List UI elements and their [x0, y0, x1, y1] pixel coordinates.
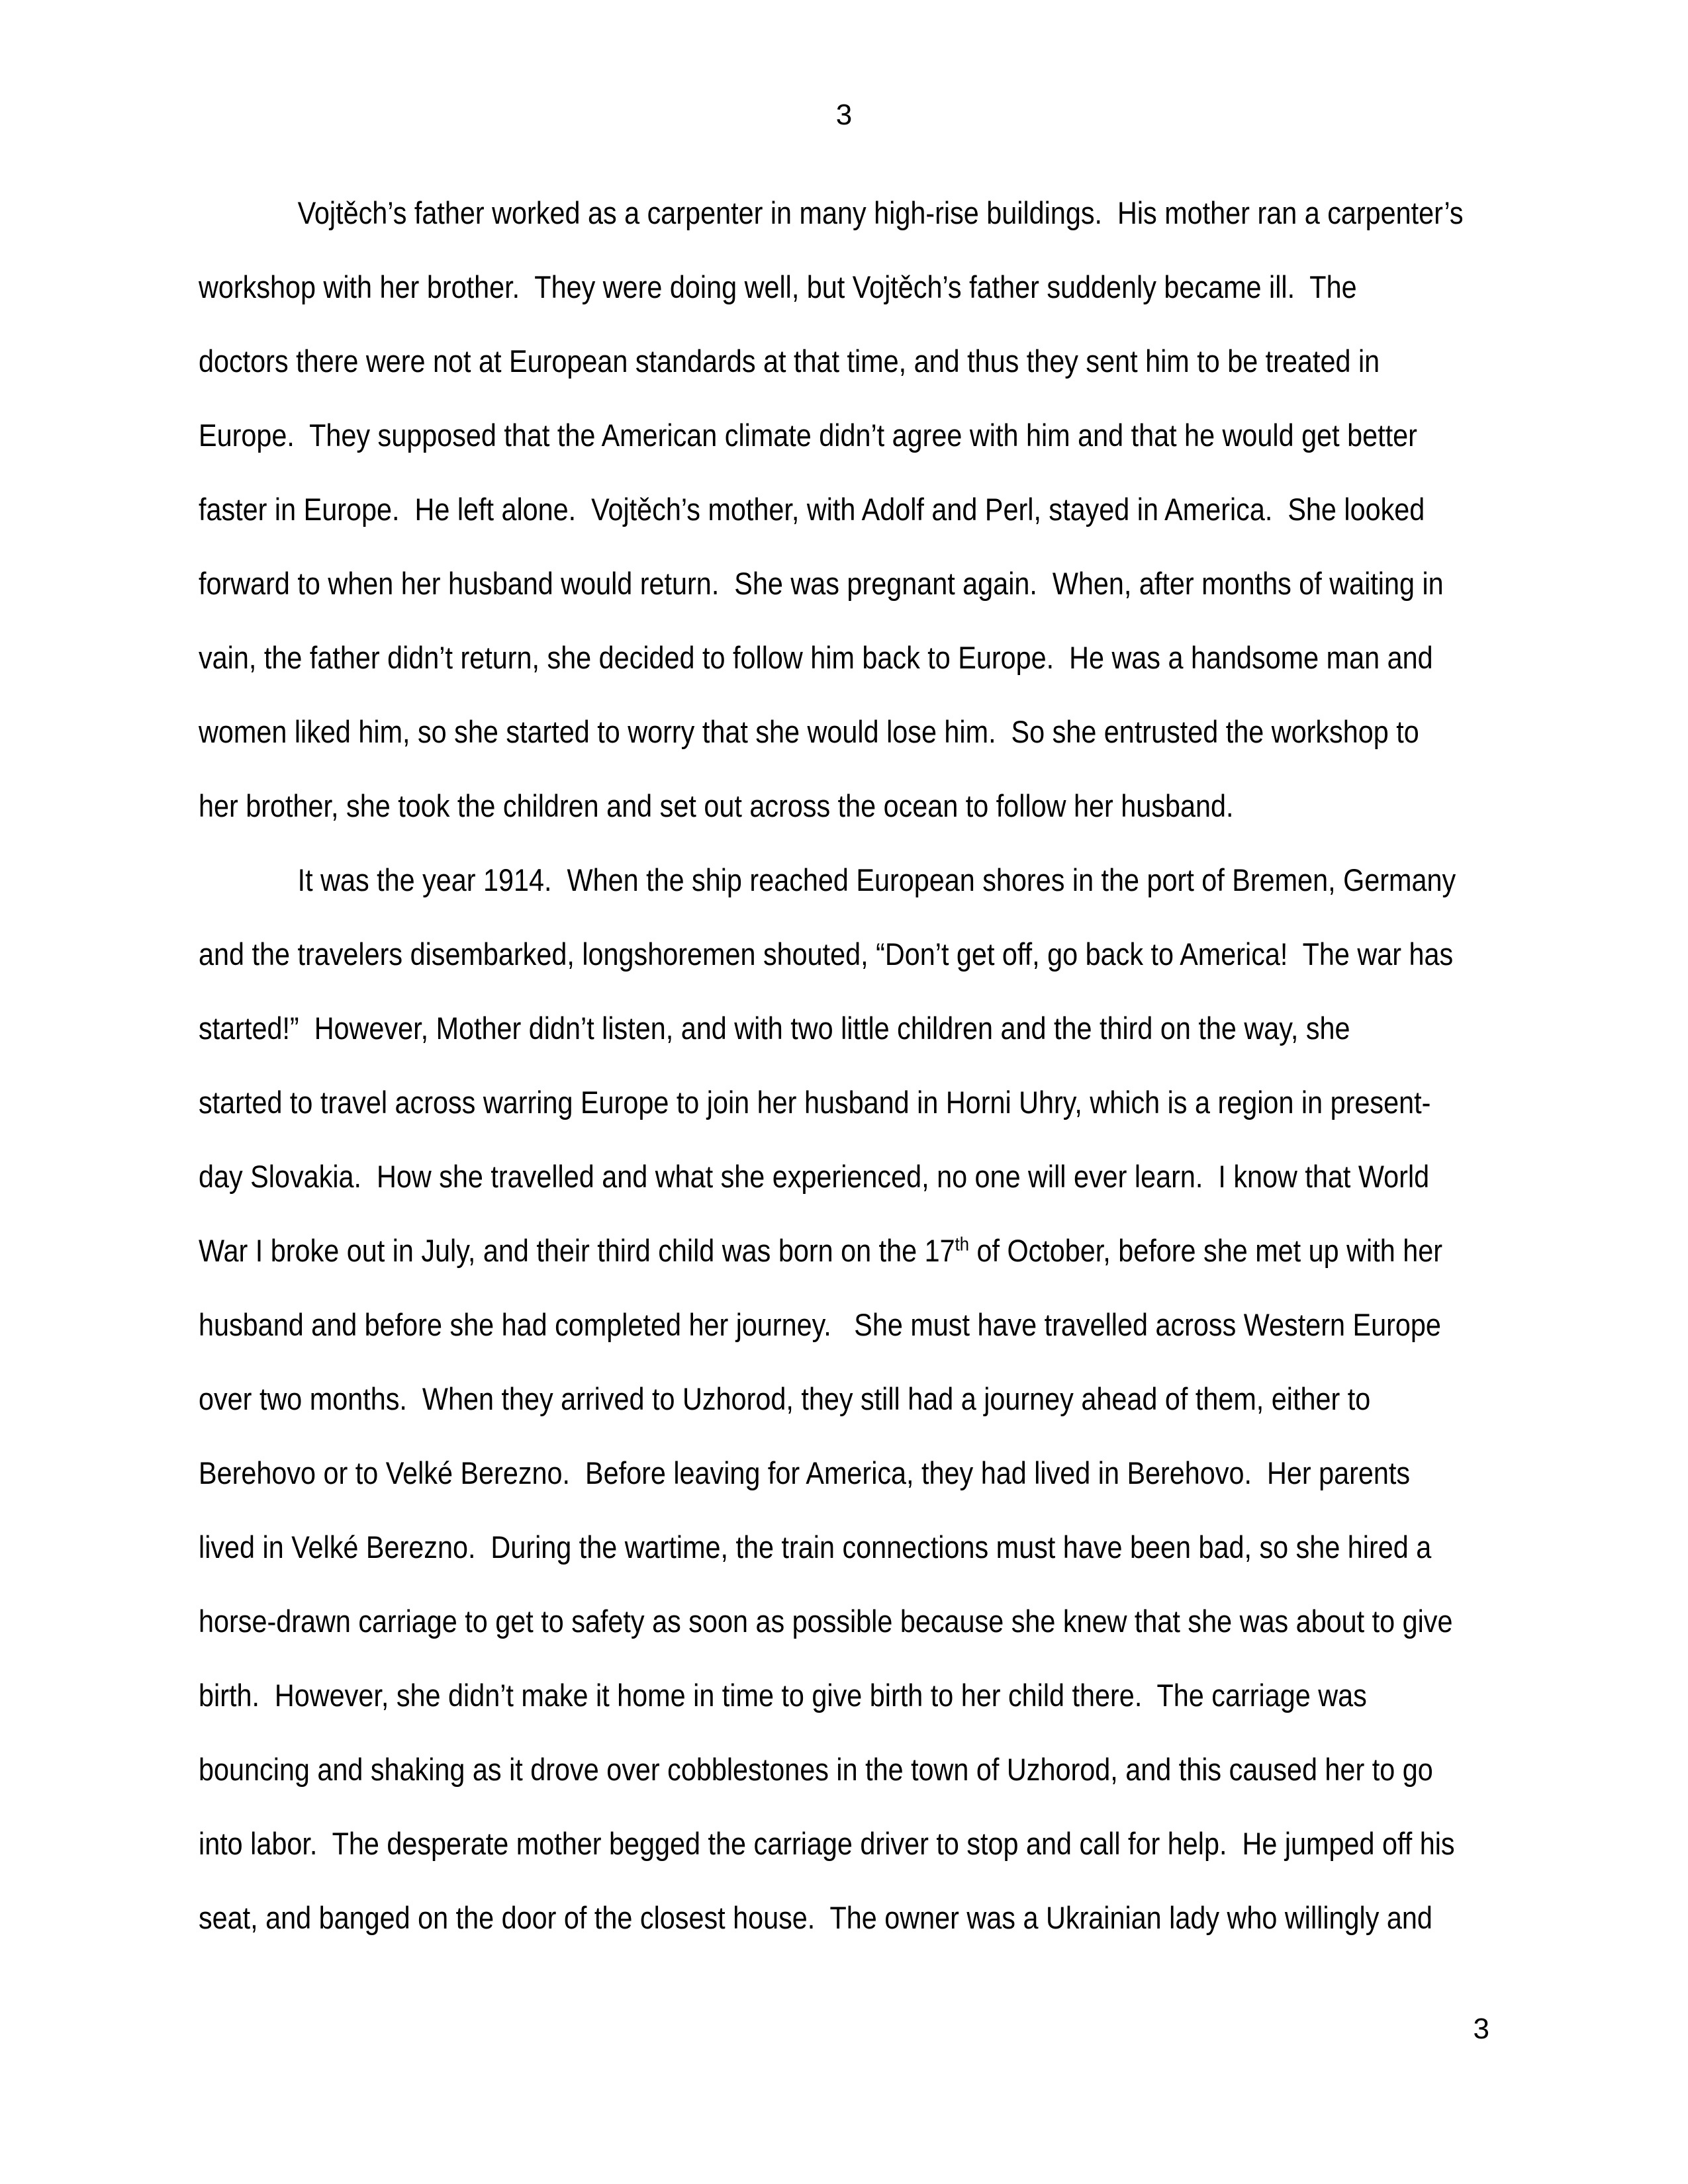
text-line-p2-7: husband and before she had completed her journey. She must have travelled across Western Europe [199, 1307, 1441, 1342]
text-line-p1-7: vain, the father didn’t return, she decided to follow him back to Europe. He was a handsome man and [199, 640, 1433, 675]
text-line-p1-2: workshop with her brother. They were doing well, but Vojtěch’s father suddenly became ill. The [199, 269, 1357, 304]
text-line-p2-1: It was the year 1914. When the ship reached European shores in the port of Bremen, Germany [297, 862, 1456, 897]
text-line-p1-5: faster in Europe. He left alone. Vojtěch’s mother, with Adolf and Perl, stayed in America. She looked [199, 492, 1425, 527]
text-line-p2-3: started!” However, Mother didn’t listen, and with two little children and the third on the way, she [199, 1011, 1350, 1046]
text-line-p2-14: into labor. The desperate mother begged the carriage driver to stop and call for help. He jumped off his [199, 1826, 1455, 1861]
text-line-p2-13: bouncing and shaking as it drove over cobblestones in the town of Uzhorod, and this caused her to go [199, 1752, 1433, 1787]
text-line-p2-2: and the travelers disembarked, longshoremen shouted, “Don’t get off, go back to America! The war has [199, 936, 1454, 972]
page-number-header: 3 [835, 99, 853, 131]
text-line-p1-4: Europe. They supposed that the American climate didn’t agree with him and that he would get better [199, 418, 1417, 453]
text-line-p2-11: horse-drawn carriage to get to safety as soon as possible because she knew that she was about to give [199, 1604, 1453, 1639]
text-line-p1-3: doctors there were not at European standards at that time, and thus they sent him to be treated in [199, 343, 1380, 379]
text-line-p2-8: over two months. When they arrived to Uzhorod, they still had a journey ahead of them, either to [199, 1381, 1371, 1416]
text-line-p1-8: women liked him, so she started to worry that she would lose him. So she entrusted the workshop to [199, 714, 1419, 749]
text-line-p1-6: forward to when her husband would return. She was pregnant again. When, after months of waiting in [199, 566, 1444, 601]
text-line-p2-15: seat, and banged on the door of the closest house. The owner was a Ukrainian lady who willingly and [199, 1900, 1432, 1935]
text-line-p1-9: her brother, she took the children and set out across the ocean to follow her husband. [199, 788, 1234, 823]
text-line-p2-12: birth. However, she didn’t make it home in time to give birth to her child there. The carriage was [199, 1678, 1367, 1713]
page-number-footer: 3 [1473, 2013, 1489, 2045]
text-line-p2-9: Berehovo or to Velké Berezno. Before leaving for America, they had lived in Berehovo. Her parents [199, 1455, 1411, 1490]
document-body [199, 176, 1550, 1955]
text-line-p1-1: Vojtěch’s father worked as a carpenter in many high-rise buildings. His mother ran a carpenter’s [297, 195, 1464, 230]
text-line-p2-6: War I broke out in July, and their third child was born on the 17th of October, before she met up with her [199, 1233, 1442, 1268]
text-line-p2-10: lived in Velké Berezno. During the wartime, the train connections must have been bad, so she hired a [199, 1529, 1432, 1565]
text-line-p2-4: started to travel across warring Europe to join her husband in Horni Uhry, which is a region in present- [199, 1085, 1431, 1120]
text-line-p2-5: day Slovakia. How she travelled and what she experienced, no one will ever learn. I know that World [199, 1159, 1430, 1194]
